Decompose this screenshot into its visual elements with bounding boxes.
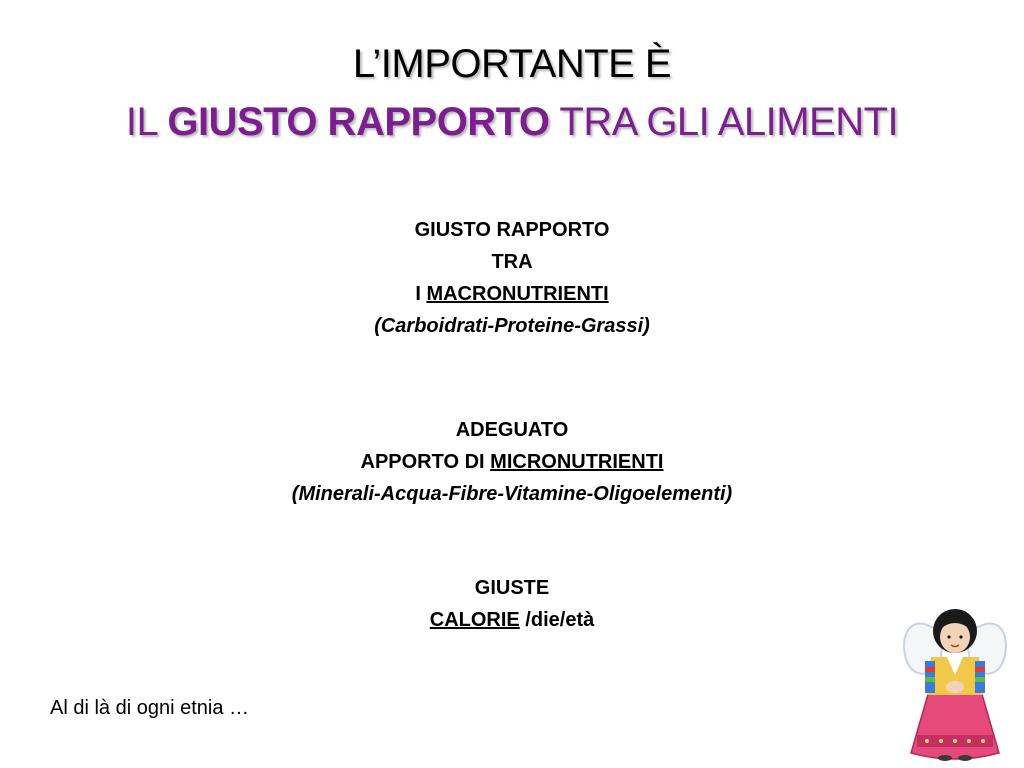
title-line2-bold: GIUSTO RAPPORTO (167, 100, 550, 144)
block2-line1: ADEGUATO (455, 419, 569, 441)
footnote: Al di là di ogni etnia … (50, 697, 250, 719)
calorie-term: CALORIE (429, 609, 520, 631)
slide-title-line1: L’IMPORTANTE È (352, 42, 672, 86)
angel-doll-illustration (895, 595, 1015, 765)
block3-line2-suffix: /die/età (519, 609, 595, 631)
micronutrients-block (0, 414, 1024, 510)
macronutrients-block (0, 214, 1024, 342)
calories-block (0, 572, 1024, 636)
macronutrienti-term: MACRONUTRIENTI (426, 283, 609, 305)
block1-line3-prefix: I (415, 283, 427, 305)
block3-line1: GIUSTE (474, 577, 550, 599)
slide-title-line2 (0, 100, 1024, 145)
block2-line2 (0, 446, 1024, 478)
block2-line3: (Minerali-Acqua-Fibre-Vitamine-Oligoelementi) (291, 483, 733, 505)
block1-line3 (0, 278, 1024, 310)
block3-line2 (0, 604, 1024, 636)
title-line2-suffix: TRA GLI ALIMENTI (549, 100, 899, 144)
block2-line2-prefix: APPORTO DI (360, 451, 491, 473)
block1-line2: TRA (491, 251, 533, 273)
block1-line1: GIUSTO RAPPORTO (414, 219, 610, 241)
block1-line4: (Carboidrati-Proteine-Grassi) (374, 315, 650, 337)
title-line2-prefix: IL (125, 100, 168, 144)
micronutrienti-term: MICRONUTRIENTI (490, 451, 664, 473)
